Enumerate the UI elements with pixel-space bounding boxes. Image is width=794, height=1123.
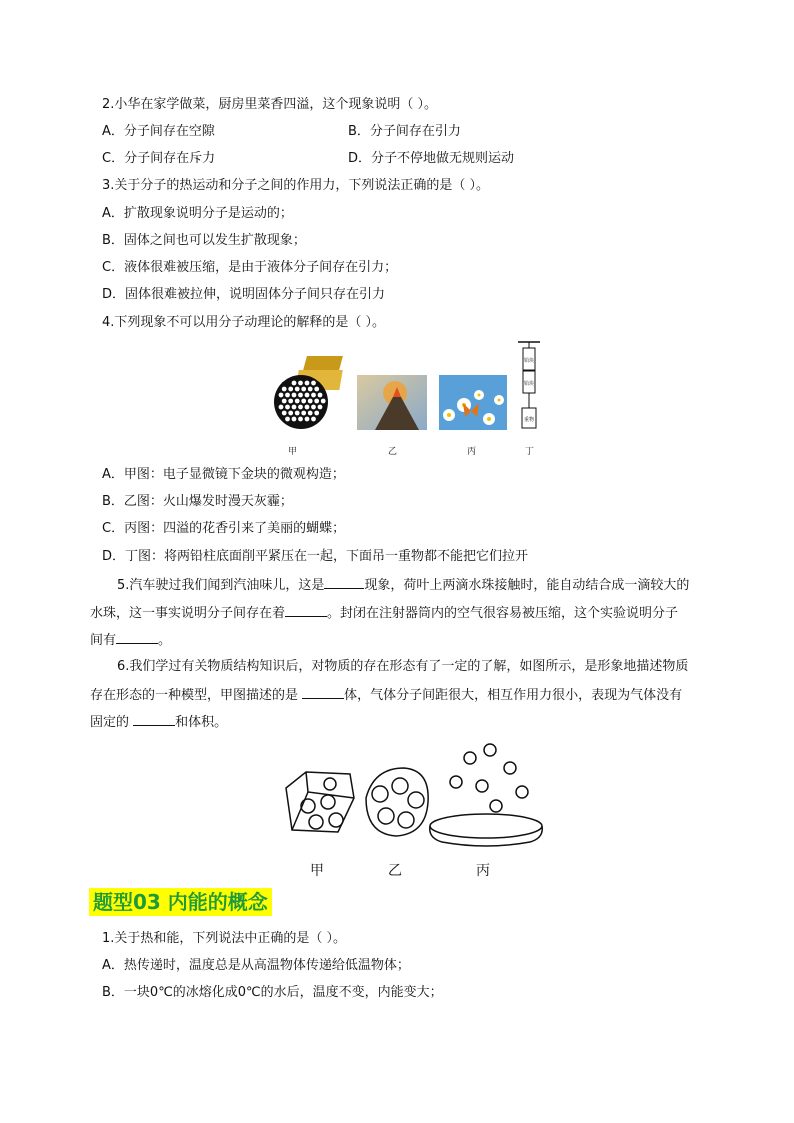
q4-stem: 4.下列现象不可以用分子动理论的解释的是（ ）。 xyxy=(102,315,386,330)
lattice-atom xyxy=(292,405,297,410)
lattice-atom xyxy=(305,381,310,386)
lattice-atom xyxy=(308,387,313,392)
q5-text-5: 间有 xyxy=(90,633,117,648)
q5-line1 xyxy=(117,575,689,595)
q6-blank-1 xyxy=(302,685,344,699)
gold-lattice-figure xyxy=(272,352,352,432)
q3-option-c: C．液体很难被压缩，是由于液体分子间存在引力； xyxy=(102,260,398,275)
lattice-atom xyxy=(295,411,300,416)
q5-blank-2 xyxy=(285,603,327,617)
lattice-atom xyxy=(282,387,287,392)
lattice-atom xyxy=(298,417,303,422)
upper-lead-label: 铅块 xyxy=(523,358,535,364)
lattice-atom xyxy=(318,393,323,398)
lattice-atom xyxy=(282,399,287,404)
lattice-atom xyxy=(314,399,319,404)
q5-line3 xyxy=(90,630,171,650)
lattice-atom xyxy=(301,411,306,416)
q4-option-d: D．丁图：将两铅柱底面削平紧压在一起，下面吊一重物都不能把它们拉开 xyxy=(102,549,529,564)
lattice-atom xyxy=(292,393,297,398)
lattice-atom xyxy=(308,399,313,404)
lattice-atom xyxy=(295,399,300,404)
lattice-atom xyxy=(321,399,326,404)
lattice-atom xyxy=(311,417,316,422)
q5-blank-3 xyxy=(116,630,158,644)
lattice-atom xyxy=(305,417,310,422)
lattice-atom xyxy=(298,381,303,386)
lattice-atom xyxy=(285,405,290,410)
section-heading: 题型03 内能的概念 xyxy=(89,888,272,916)
flowers-butterfly-figure xyxy=(439,375,507,430)
lattice-atom xyxy=(311,393,316,398)
q4-option-c: C．丙图：四溢的花香引来了美丽的蝴蝶； xyxy=(102,521,346,536)
lattice-atom xyxy=(305,393,310,398)
q5-blank-1 xyxy=(324,575,364,589)
q6-line2 xyxy=(90,685,682,705)
q6-blank-2 xyxy=(133,712,175,726)
lower-lead-label: 铅块 xyxy=(523,381,535,387)
weight-label: 重物 xyxy=(523,417,535,423)
lead-cylinders-figure xyxy=(514,340,544,435)
q2-option-c: C．分子间存在斥力 xyxy=(102,151,216,166)
q6-text-3: 固定的 xyxy=(90,715,134,730)
lattice-atom xyxy=(279,393,284,398)
q5-text-3: 水珠，这一事实说明分子间存在着 xyxy=(90,606,286,621)
lattice-atom xyxy=(305,405,310,410)
lattice-atom xyxy=(288,411,293,416)
q6-text-1: 存在形态的一种模型，甲图描述的是 xyxy=(90,688,303,703)
s3q1-option-b: B．一块0℃的冰熔化成0℃的水后，温度不变，内能变大； xyxy=(102,985,443,1000)
q6-caption-yi: 乙 xyxy=(388,863,402,879)
q4-caption-yi: 乙 xyxy=(388,447,398,457)
lattice-atom xyxy=(285,417,290,422)
q3-stem: 3.关于分子的热运动和分子之间的作用力，下列说法正确的是（ ）。 xyxy=(102,178,490,193)
states-of-matter-figure xyxy=(278,738,548,850)
q6-text-2: 体，气体分子间距很大，相互作用力很小，表现为气体没有 xyxy=(344,688,683,703)
q4-caption-jia: 甲 xyxy=(288,447,298,457)
lattice-atom xyxy=(298,393,303,398)
lattice-atom xyxy=(314,387,319,392)
s3q1-option-a: A．热传递时，温度总是从高温物体传递给低温物体； xyxy=(102,958,410,973)
q6-line3 xyxy=(90,712,227,732)
volcano-figure xyxy=(357,375,427,430)
q6-line1: 6.我们学过有关物质结构知识后，对物质的存在形态有了一定的了解，如图所示，是形象地描述物质 xyxy=(117,659,689,674)
lattice-atom xyxy=(295,387,300,392)
q2-option-b: B．分子间存在引力 xyxy=(348,124,461,139)
q2-stem: 2.小华在家学做菜，厨房里菜香四溢，这个现象说明（ ）。 xyxy=(102,97,438,112)
lattice-atom xyxy=(282,411,287,416)
lattice-atom xyxy=(308,411,313,416)
q5-text-1: 5.汽车驶过我们闻到汽油味儿，这是 xyxy=(117,578,325,593)
lattice-atom xyxy=(288,399,293,404)
lattice-atom xyxy=(292,381,297,386)
q4-option-a: A．甲图：电子显微镜下金块的微观构造； xyxy=(102,467,345,482)
q4-option-b: B．乙图：火山爆发时漫天灰霾； xyxy=(102,494,293,509)
q2-option-a: A．分子间存在空隙 xyxy=(102,124,215,139)
q5-text-4: 。封闭在注射器筒内的空气很容易被压缩，这个实验说明分子 xyxy=(327,606,679,621)
lattice-atom xyxy=(301,399,306,404)
q3-option-d: D．固体很难被拉伸，说明固体分子间只存在引力 xyxy=(102,287,386,302)
q3-option-a: A．扩散现象说明分子是运动的； xyxy=(102,206,293,221)
lattice-atom xyxy=(314,411,319,416)
q6-caption-jia: 甲 xyxy=(310,863,324,879)
lattice-atom xyxy=(292,417,297,422)
lattice-atom xyxy=(311,405,316,410)
lattice-atom xyxy=(301,387,306,392)
q4-caption-ding: 丁 xyxy=(525,447,535,457)
q5-line2 xyxy=(90,603,678,623)
lattice-atom xyxy=(311,381,316,386)
lattice-atom xyxy=(298,405,303,410)
lattice-atom xyxy=(288,387,293,392)
lattice-atom xyxy=(285,393,290,398)
s3q1-stem: 1.关于热和能，下列说法中正确的是（ ）。 xyxy=(102,931,347,946)
q6-text-4: 和体积。 xyxy=(175,715,228,730)
q5-text-6: 。 xyxy=(158,633,172,648)
q3-option-b: B．固体之间也可以发生扩散现象； xyxy=(102,233,306,248)
q6-caption-bing: 丙 xyxy=(476,863,490,879)
q4-caption-bing: 丙 xyxy=(467,447,477,457)
lattice-atom xyxy=(279,405,284,410)
q2-option-d: D．分子不停地做无规则运动 xyxy=(348,151,515,166)
lattice-atom xyxy=(318,405,323,410)
q5-text-2: 现象，荷叶上两滴水珠接触时，能自动结合成一滴较大的 xyxy=(364,578,690,593)
